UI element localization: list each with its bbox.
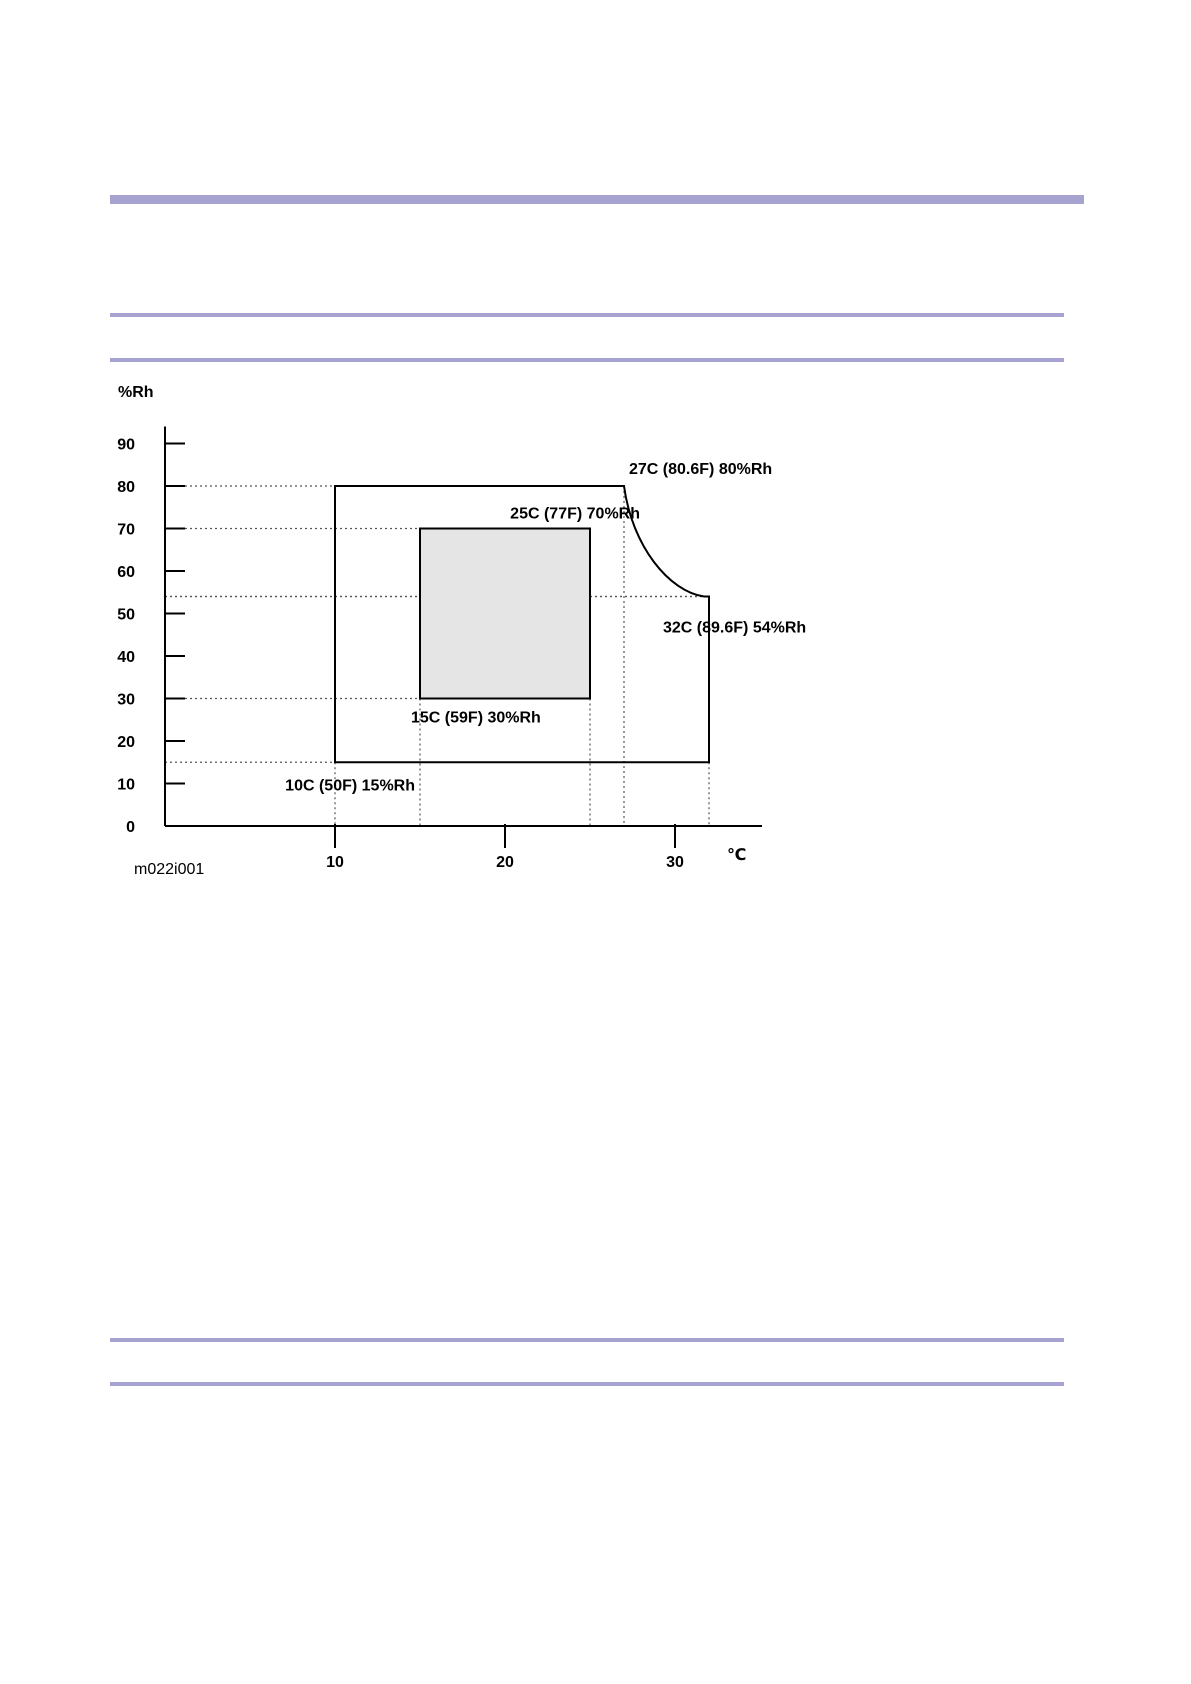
x-tick-label: 20 [496,854,514,871]
y-tick-label: 30 [117,691,135,709]
point-annotation: 15C (59F) 30%Rh [411,709,541,727]
y-tick-label: 20 [117,734,135,751]
y-tick-label: 40 [117,649,135,666]
point-annotation: 10C (50F) 15%Rh [285,777,415,795]
x-axis-label: ℃ [727,847,747,864]
y-tick-label: 90 [117,436,135,454]
x-tick-label: 30 [666,854,684,871]
y-tick-label: 60 [117,564,135,581]
y-axis-label: %Rh [118,384,154,401]
recommended-range-area [420,529,590,699]
point-annotation: 32C (89.6F) 54%Rh [663,619,807,637]
figure-id: m022i001 [134,861,205,878]
x-tick-label: 10 [326,854,344,871]
y-tick-label: 0 [126,819,135,836]
point-annotation: 25C (77F) 70%Rh [510,505,640,523]
y-tick-label: 50 [117,606,135,624]
y-tick-label: 70 [117,521,135,539]
ticks [117,437,684,872]
point-annotation: 27C (80.6F) 80%Rh [629,461,773,478]
y-tick-label: 80 [117,479,135,496]
y-tick-label: 10 [117,776,135,794]
